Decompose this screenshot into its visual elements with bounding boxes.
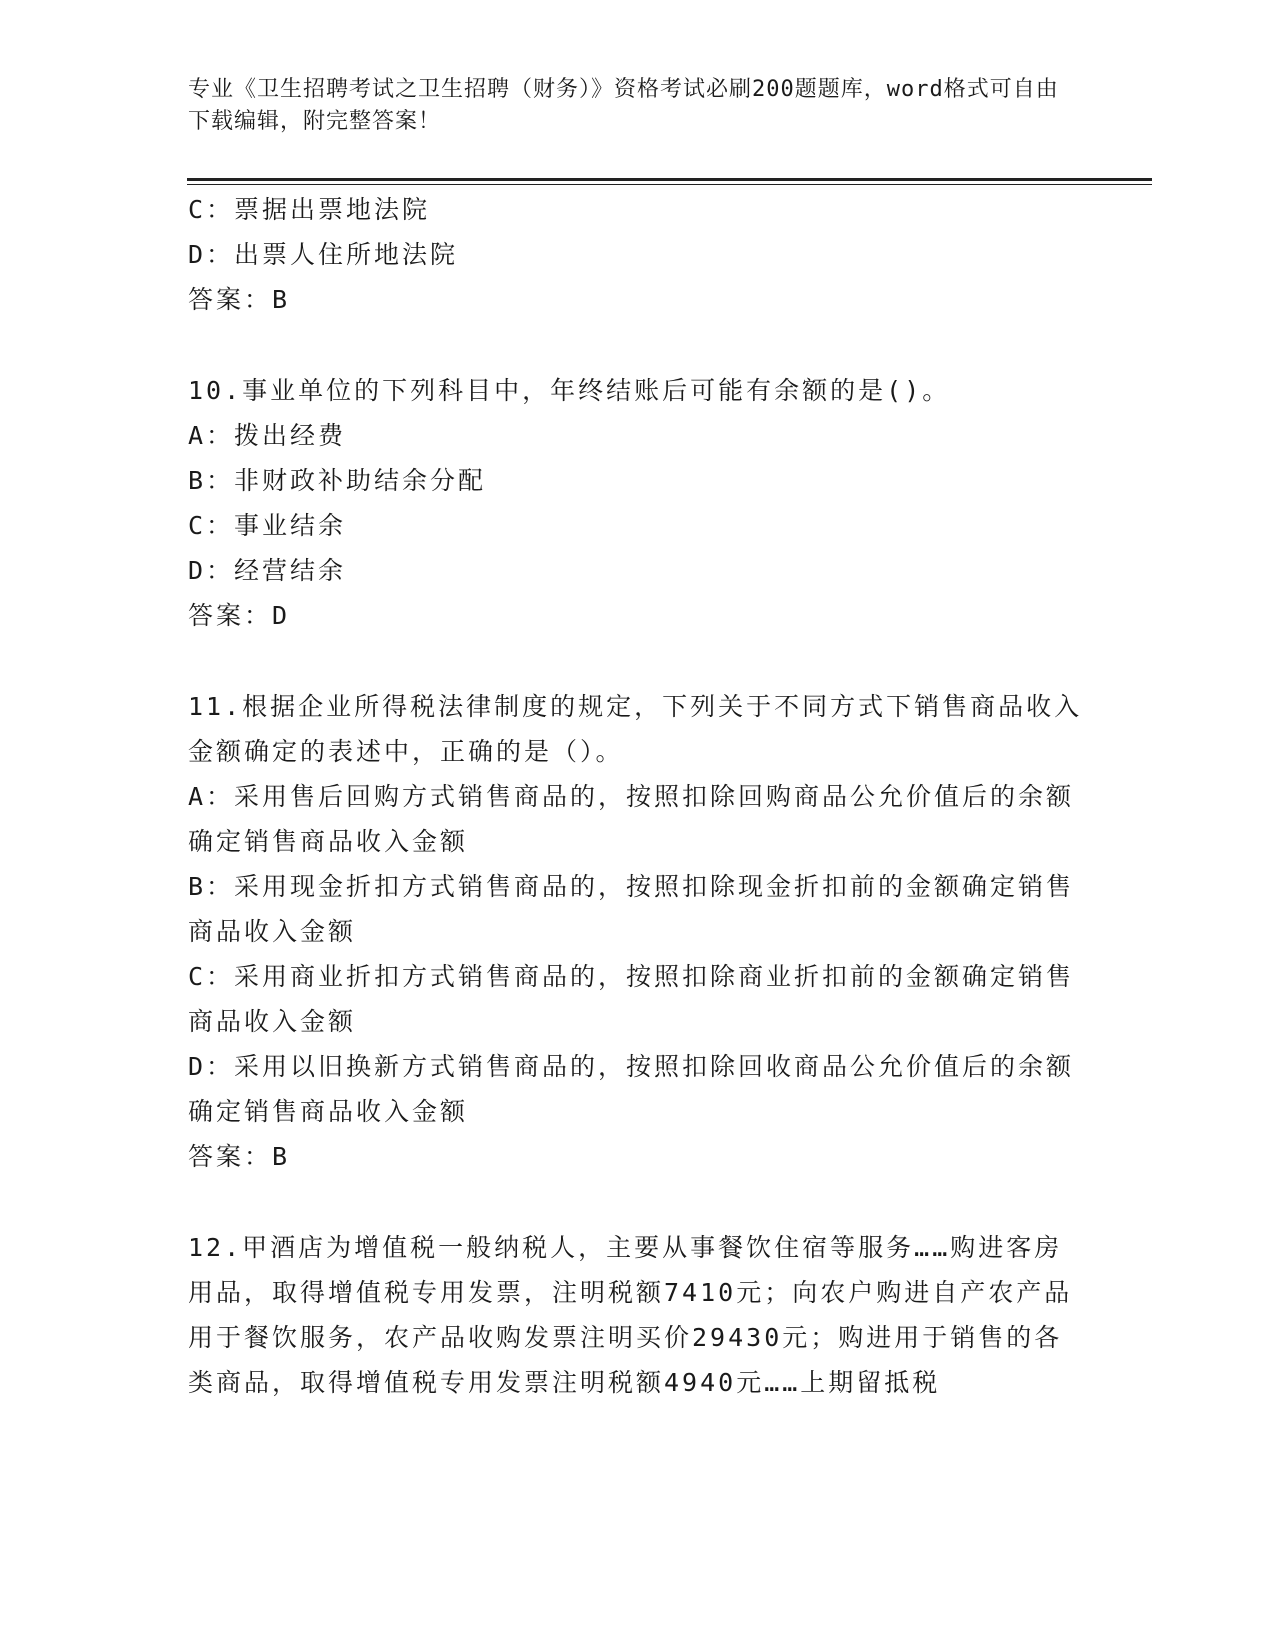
question-block-9 [188, 187, 1088, 322]
answer-line: 答案：B [188, 285, 291, 314]
option-d: D：出票人住所地法院 [188, 240, 459, 269]
question-block-10 [188, 368, 1088, 638]
spacer [188, 638, 1088, 684]
question-block-11 [188, 684, 1088, 1179]
option-a: A：采用售后回购方式销售商品的，按照扣除回购商品公允价值后的余额确定销售商品收入金额 [188, 782, 1075, 856]
question-stem: 10.事业单位的下列科目中，年终结账后可能有余额的是()。 [188, 376, 951, 405]
answer-line: 答案：B [188, 1142, 291, 1171]
question-stem: 12.甲酒店为增值税一般纳税人，主要从事餐饮住宿等服务……购进客房用品，取得增值税专用发票，注明税额7410元；向农户购进自产农产品用于餐饮服务，农产品收购发票注明买价29430元；购进用于销售的各类商品，取得增值税专用发票注明税额4940元……上期留抵税 [188, 1233, 1073, 1397]
spacer [188, 322, 1088, 368]
header-text: 专业《卫生招聘考试之卫生招聘（财务）》资格考试必刷200题题库，word格式可自由下载编辑，附完整答案！ [188, 77, 1059, 134]
option-b: B：非财政补助结余分配 [188, 466, 487, 495]
header-divider-thick [187, 178, 1152, 181]
option-d: D：经营结余 [188, 556, 347, 585]
option-d: D：采用以旧换新方式销售商品的，按照扣除回收商品公允价值后的余额确定销售商品收入金额 [188, 1052, 1075, 1126]
spacer [188, 1179, 1088, 1225]
header-divider-thin [187, 184, 1152, 185]
question-stem: 11.根据企业所得税法律制度的规定，下列关于不同方式下销售商品收入金额确定的表述中，正确的是（）。 [188, 692, 1083, 766]
option-c: C：采用商业折扣方式销售商品的，按照扣除商业折扣前的金额确定销售商品收入金额 [188, 962, 1075, 1036]
option-a: A：拨出经费 [188, 421, 347, 450]
option-b: B：采用现金折扣方式销售商品的，按照扣除现金折扣前的金额确定销售商品收入金额 [188, 872, 1075, 946]
question-block-12 [188, 1225, 1088, 1405]
document-header [188, 74, 1068, 138]
answer-line: 答案：D [188, 601, 291, 630]
option-c: C：票据出票地法院 [188, 195, 431, 224]
question-list [188, 187, 1088, 1405]
option-c: C：事业结余 [188, 511, 347, 540]
